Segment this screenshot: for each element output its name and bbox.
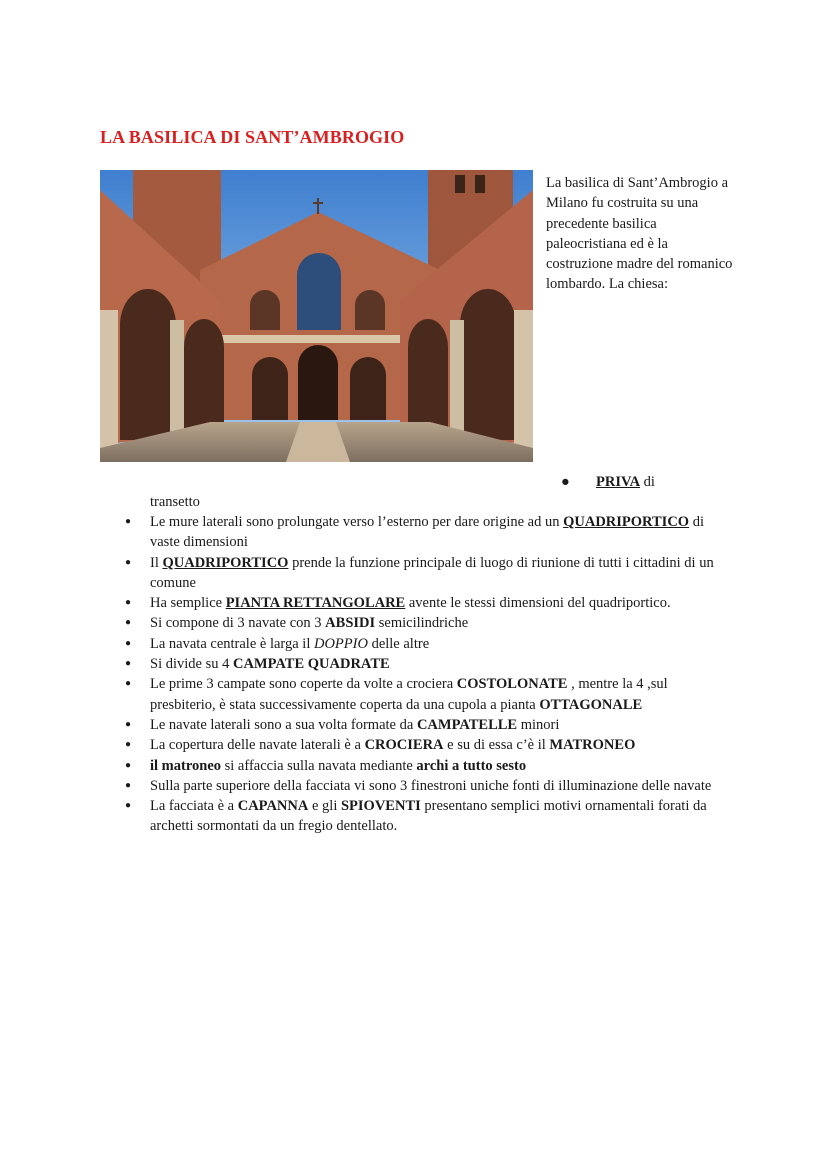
list-item: ● Si divide su 4 CAMPATE QUADRATE [150, 654, 730, 674]
bullet-icon: ● [561, 474, 570, 490]
list-item: ● La facciata è a CAPANNA e gli SPIOVENTI presentano semplici motivi ornamentali forati da archetti sormontati da un fregio dentellato. [150, 796, 730, 837]
list-item: ● Le prime 3 campate sono coperte da volte a crociera COSTOLONATE , mentre la 4 ,sul presbiterio, è stata successivamente coperta da una cupola a pianta OTTAGONALE [150, 674, 730, 715]
list-item: ● Sulla parte superiore della facciata vi sono 3 finestroni uniche fonti di illuminazione delle navate [150, 776, 730, 796]
list-item: ● La navata centrale è larga il DOPPIO delle altre [150, 634, 730, 654]
list-item: ● il matroneo si affaccia sulla navata mediante archi a tutto sesto [150, 756, 730, 776]
page-title: LA BASILICA DI SANT’AMBROGIO [100, 127, 405, 147]
basilica-photo [100, 170, 533, 462]
list-item-continuation: transetto [150, 494, 200, 510]
list-item: ● Ha semplice PIANTA RETTANGOLARE avente le stessi dimensioni del quadriportico. [150, 593, 730, 613]
list-item: ● Si compone di 3 navate con 3 ABSIDI semicilindriche [150, 613, 730, 633]
feature-list [150, 512, 730, 837]
list-item: ● Il QUADRIPORTICO prende la funzione principale di luogo di riunione di tutti i cittadini di un comune [150, 553, 730, 594]
list-item: ● Le navate laterali sono a sua volta formate da CAMPATELLE minori [150, 715, 730, 735]
intro-paragraph: La basilica di Sant’Ambrogio a Milano fu costruita su una precedente basilica paleocristiana ed è la costruzione madre del romanico lombardo. La chiesa: [546, 175, 733, 293]
list-item: ● Le mure laterali sono prolungate verso l’esterno per dare origine ad un QUADRIPORTICO di vaste dimensioni [150, 512, 730, 553]
list-item: ● La copertura delle navate laterali è a CROCIERA e su di essa c’è il MATRONEO [150, 735, 730, 755]
